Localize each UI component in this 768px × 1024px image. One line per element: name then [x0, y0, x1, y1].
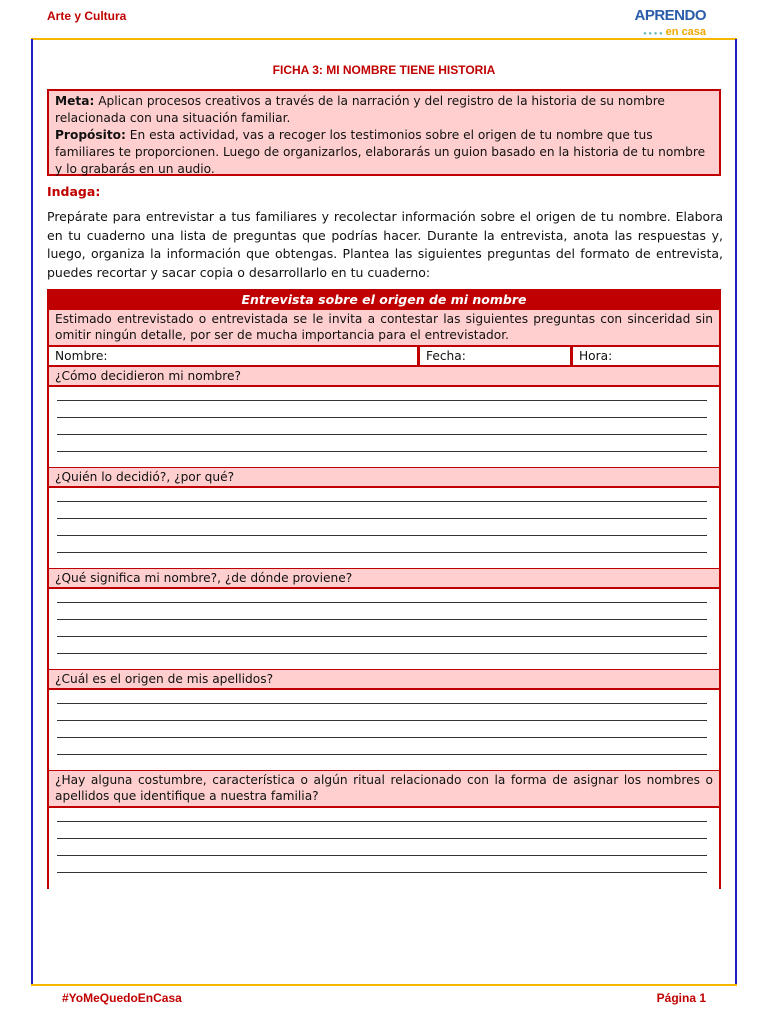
question-2: ¿Quién lo decidió?, ¿por qué? [49, 468, 719, 486]
answer-line [57, 872, 707, 873]
indaga-text: Prepárate para entrevistar a tus familiares y recolectar información sobre el origen de tu nombre. Elabora en tu cuaderno una lista de preguntas que podrías hacer. Durante la entrevista, anota las respuestas y, luego, organiza la información que obtengas. Plantea las siguientes preguntas del formato de entrevista, puedes recortar y sacar copia o desarrollarlo en tu cuaderno: [47, 209, 723, 280]
answer-line [57, 400, 707, 401]
page-number: Página 1 [656, 991, 706, 1005]
answer-area-3[interactable] [49, 589, 719, 669]
answer-line [57, 619, 707, 620]
bottom-border [31, 984, 737, 986]
answer-line [57, 434, 707, 435]
goal-box [47, 89, 721, 176]
question-4: ¿Cuál es el origen de mis apellidos? [49, 670, 719, 688]
answer-line [57, 602, 707, 603]
hora-field[interactable]: Hora: [573, 347, 719, 365]
answer-line [57, 552, 707, 553]
answer-line [57, 417, 707, 418]
answer-line [57, 535, 707, 536]
answer-line [57, 501, 707, 502]
proposito-text: En esta actividad, vas a recoger los testimonios sobre el origen de tu nombre que tus familiares te proporcionen. Luego de organizarlos, elaborarás un guion basado en la historia de tu nombre y lo grabarás en un audio. [55, 128, 706, 176]
meta-label: Meta: [55, 94, 95, 108]
hashtag: #YoMeQuedoEnCasa [62, 991, 182, 1005]
answer-line [57, 754, 707, 755]
answer-line [57, 737, 707, 738]
interview-title: Entrevista sobre el origen de mi nombre [241, 292, 527, 307]
question-3: ¿Qué significa mi nombre?, ¿de dónde proviene? [49, 569, 719, 587]
answer-area-4[interactable] [49, 690, 719, 770]
aprendo-en-casa-logo [622, 8, 706, 39]
answer-line [57, 838, 707, 839]
subject-label: Arte y Cultura [47, 9, 127, 23]
question-1: ¿Cómo decidieron mi nombre? [49, 367, 719, 385]
answer-line [57, 518, 707, 519]
answer-line [57, 653, 707, 654]
logo-text-top: APRENDO [634, 7, 706, 24]
answer-line [57, 703, 707, 704]
answer-line [57, 855, 707, 856]
dots-icon: ● ● ● ● [643, 31, 663, 37]
answer-line [57, 451, 707, 452]
right-border [735, 39, 737, 985]
answer-area-2[interactable] [49, 488, 719, 568]
meta-text: Aplican procesos creativos a través de la narración y del registro de la historia de su nombre relacionada con una situación familiar. [55, 94, 665, 125]
question-5: ¿Hay alguna costumbre, característica o algún ritual relacionado con la forma de asignar los nombres o apellidos que identifique a nuestra familia? [49, 771, 719, 806]
top-border [31, 38, 737, 40]
answer-line [57, 636, 707, 637]
logo-text-bottom: en casa [665, 26, 706, 38]
interview-instructions: Estimado entrevistado o entrevistada se le invita a contestar las siguientes preguntas con sinceridad sin omitir ningún detalle, por ser de mucha importancia para el entrevistador. [49, 310, 719, 345]
answer-area-5[interactable] [49, 808, 719, 889]
left-border [31, 39, 33, 985]
indaga-heading: Indaga: [47, 184, 101, 199]
nombre-field[interactable]: Nombre: [49, 347, 417, 365]
answer-line [57, 720, 707, 721]
page-title: FICHA 3: MI NOMBRE TIENE HISTORIA [272, 63, 496, 77]
proposito-label: Propósito: [55, 128, 126, 142]
interview-table [47, 289, 721, 889]
fecha-field[interactable]: Fecha: [420, 347, 570, 365]
answer-area-1[interactable] [49, 387, 719, 467]
answer-line [57, 821, 707, 822]
